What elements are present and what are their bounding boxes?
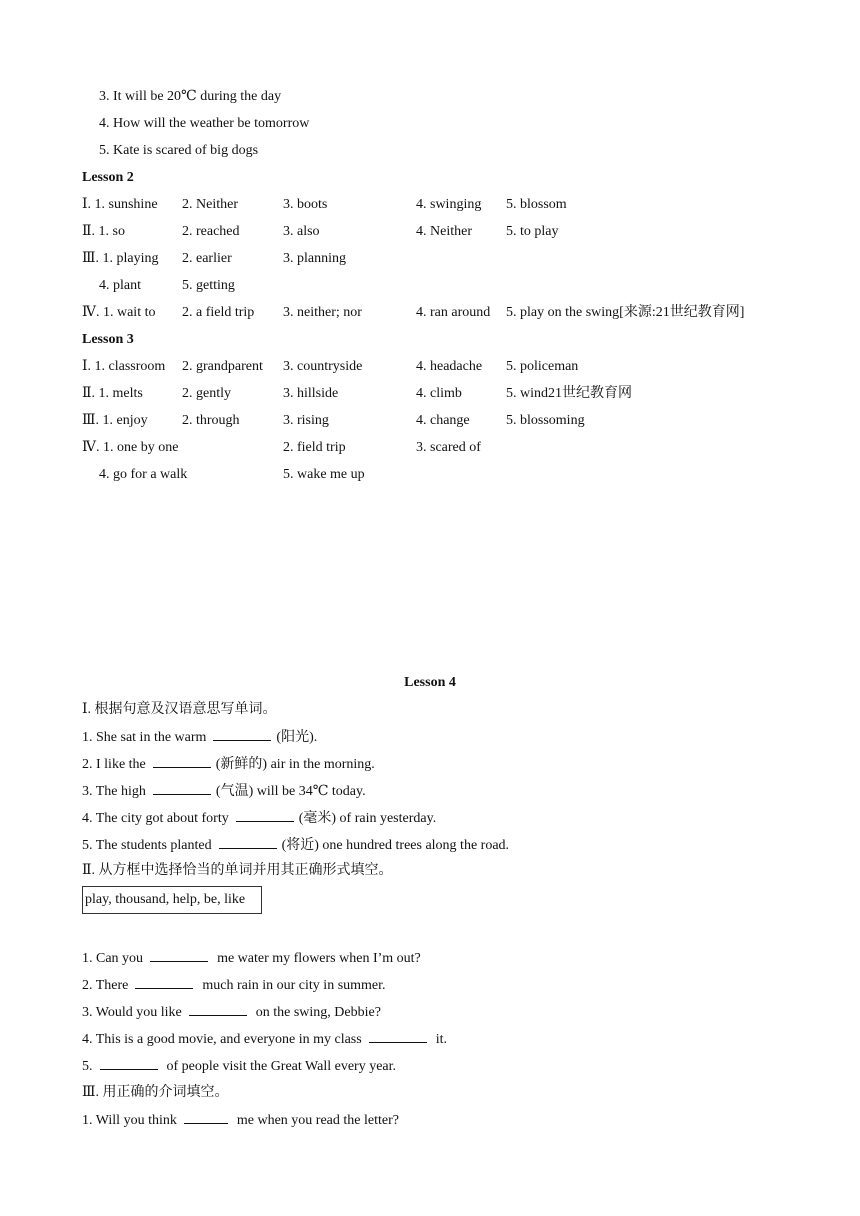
question-item: [82, 1030, 447, 1049]
answer-cell: 4. swinging: [416, 197, 482, 212]
question-text: much rain in our city in summer.: [202, 978, 386, 993]
answer-cell: 4. headache: [416, 359, 483, 374]
question-item: [82, 728, 317, 747]
lesson-2-title: Lesson 2: [82, 170, 134, 185]
answer-blank[interactable]: [100, 1057, 158, 1070]
answer-cell: Ⅰ. 1. classroom: [82, 359, 166, 374]
word-box: [82, 886, 262, 914]
question-item: [82, 976, 386, 995]
answer-cell: 2. field trip: [283, 440, 346, 455]
question-text: 2. I like the: [82, 757, 146, 772]
answer-cell: 5. getting: [182, 278, 235, 293]
word-box-text: play, thousand, help, be, like: [85, 892, 246, 907]
answer-cell: 2. through: [182, 413, 240, 428]
question-text: (新鲜的) air in the morning.: [215, 757, 375, 772]
answer-cell: 2. grandparent: [182, 359, 263, 374]
question-text: 4. The city got about forty: [82, 811, 229, 826]
answer-blank[interactable]: [135, 976, 193, 989]
answer-cell: Ⅳ. 1. wait to: [82, 305, 156, 320]
question-text: 1. Will you think: [82, 1113, 177, 1128]
answer-cell: 3. also: [283, 224, 320, 239]
answer-cell: 4. ran around: [416, 305, 491, 320]
answer-item: 3. It will be 20℃ during the day: [99, 89, 282, 104]
question-text: of people visit the Great Wall every year.: [166, 1059, 397, 1074]
question-text: 1. Can you: [82, 951, 144, 966]
answer-cell: 4. change: [416, 413, 470, 428]
question-item: [82, 1057, 396, 1076]
answer-cell: Ⅲ. 1. playing: [82, 251, 159, 266]
answer-blank[interactable]: [153, 755, 211, 768]
question-item: [82, 1003, 381, 1022]
question-text: 4. This is a good movie, and everyone in my class: [82, 1032, 362, 1047]
question-text: (将近) one hundred trees along the road.: [281, 838, 510, 853]
question-text: 3. Would you like: [82, 1005, 182, 1020]
answer-blank[interactable]: [184, 1111, 228, 1124]
answer-cell: 3. hillside: [283, 386, 339, 401]
question-text: (毫米) of rain yesterday.: [298, 811, 437, 826]
lesson-4-title: Lesson 4: [404, 675, 456, 690]
answer-blank[interactable]: [189, 1003, 247, 1016]
answer-cell: 4. go for a walk: [99, 467, 188, 482]
section-heading: Ⅲ. 用正确的介词填空。: [82, 1085, 229, 1100]
answer-blank[interactable]: [153, 782, 211, 795]
question-text: 5. The students planted: [82, 838, 212, 853]
answer-cell: Ⅱ. 1. so: [82, 224, 125, 239]
answer-item: 5. Kate is scared of big dogs: [99, 143, 259, 158]
answer-item: 4. How will the weather be tomorrow: [99, 116, 310, 131]
question-item: [82, 949, 421, 968]
answer-cell: 3. scared of: [416, 440, 481, 455]
answer-blank[interactable]: [236, 809, 294, 822]
answer-cell: 3. boots: [283, 197, 328, 212]
answer-cell: Ⅰ. 1. sunshine: [82, 197, 158, 212]
question-text: 5.: [82, 1059, 93, 1074]
question-text: 2. There: [82, 978, 129, 993]
question-item: [82, 755, 375, 774]
answer-cell: 5. blossom: [506, 197, 567, 212]
answer-cell: 4. Neither: [416, 224, 472, 239]
answer-cell: 4. climb: [416, 386, 462, 401]
answer-cell: 2. earlier: [182, 251, 232, 266]
answer-blank[interactable]: [150, 949, 208, 962]
question-text: me when you read the letter?: [236, 1113, 399, 1128]
answer-blank[interactable]: [369, 1030, 427, 1043]
answer-cell: Ⅱ. 1. melts: [82, 386, 143, 401]
lesson-3-title: Lesson 3: [82, 332, 134, 347]
answer-cell: 3. neither; nor: [283, 305, 362, 320]
answer-cell: 2. gently: [182, 386, 231, 401]
answer-cell: 3. countryside: [283, 359, 363, 374]
answer-cell: 5. blossoming: [506, 413, 585, 428]
answer-cell: 5. wake me up: [283, 467, 365, 482]
question-text: it.: [435, 1032, 447, 1047]
question-item: [82, 1111, 399, 1130]
question-text: 3. The high: [82, 784, 146, 799]
question-text: on the swing, Debbie?: [255, 1005, 381, 1020]
question-text: me water my flowers when I’m out?: [217, 951, 421, 966]
question-item: [82, 782, 366, 801]
question-item: [82, 809, 436, 828]
answer-cell: 5. policeman: [506, 359, 579, 374]
answer-blank[interactable]: [213, 728, 271, 741]
answer-cell: 2. Neither: [182, 197, 238, 212]
answer-cell: 5. to play: [506, 224, 559, 239]
question-text: 1. She sat in the warm: [82, 730, 207, 745]
answer-cell: Ⅳ. 1. one by one: [82, 440, 179, 455]
answer-cell: 3. rising: [283, 413, 329, 428]
answer-cell: 5. wind21世纪教育网: [506, 386, 632, 401]
question-item: [82, 836, 509, 855]
question-text: (阳光).: [276, 730, 318, 745]
question-text: (气温) will be 34℃ today.: [215, 784, 366, 799]
answer-cell: 2. reached: [182, 224, 240, 239]
section-heading: Ⅱ. 从方框中选择恰当的单词并用其正确形式填空。: [82, 863, 393, 878]
answer-cell: Ⅲ. 1. enjoy: [82, 413, 148, 428]
answer-cell: 2. a field trip: [182, 305, 255, 320]
answer-blank[interactable]: [219, 836, 277, 849]
answer-cell: 5. play on the swing[来源:21世纪教育网]: [506, 305, 745, 320]
answer-cell: 3. planning: [283, 251, 346, 266]
section-heading: Ⅰ. 根据句意及汉语意思写单词。: [82, 702, 277, 717]
answer-cell: 4. plant: [99, 278, 141, 293]
